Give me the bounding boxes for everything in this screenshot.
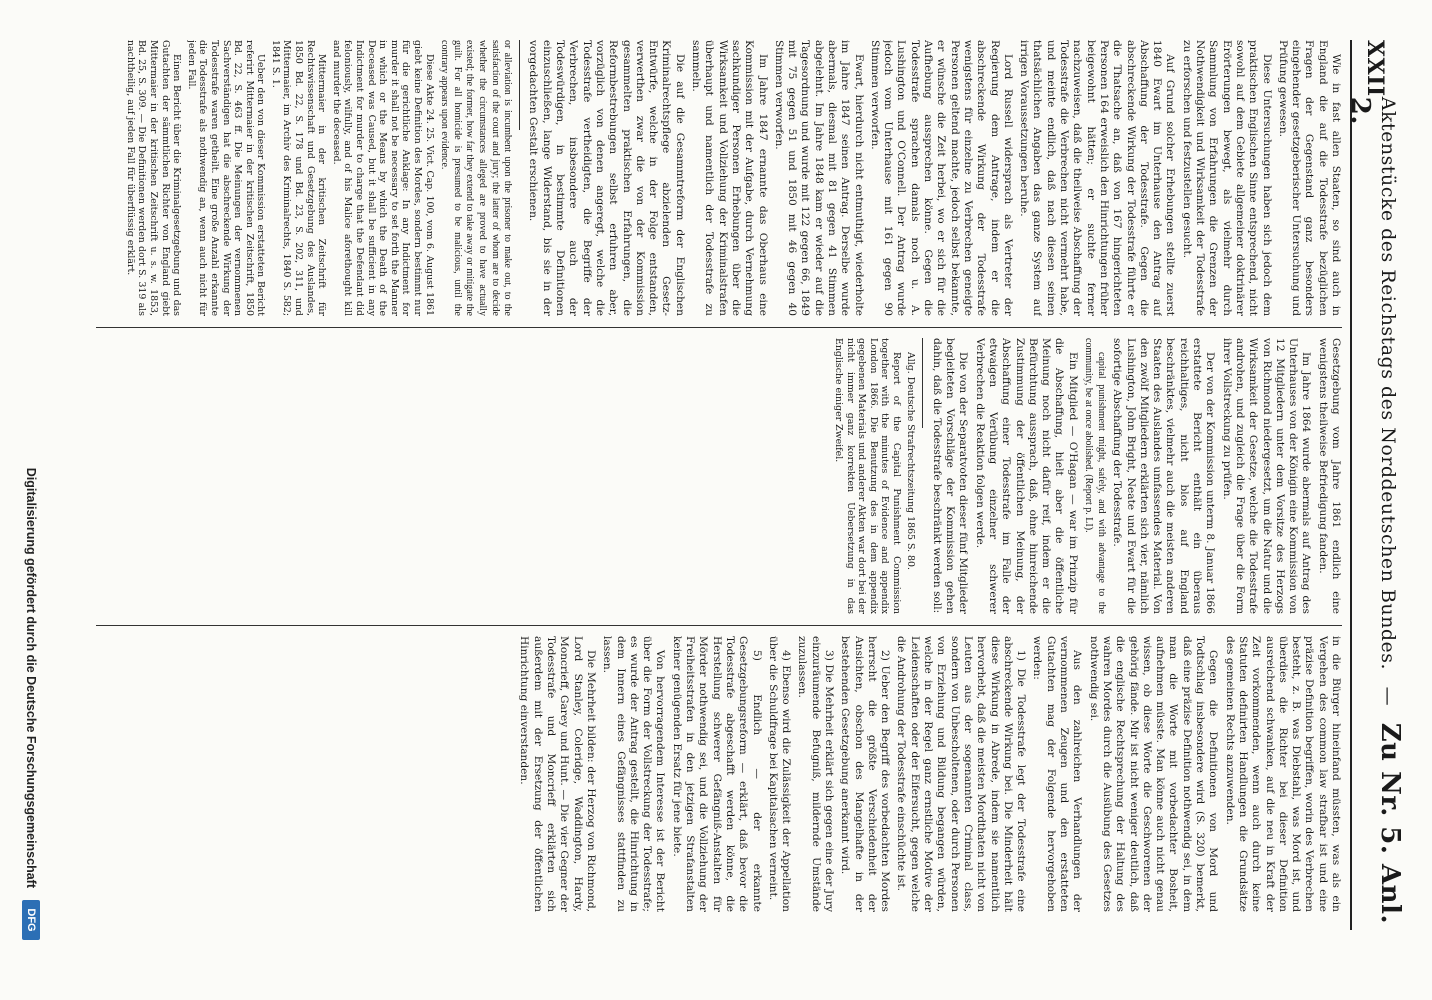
col3-paragraph: 1) Die Todesstrafe legt der Todesstrafe eine abschreckende Wirkung bei. Die Minderheit hält diese Wirkung in Abrede, indem sie namentlich hervorhebt, daß die meisten Mordthaten nicht von Leuten aus der sogenannten Criminal class, sondern von Unbescholtenen, oder durch Personen von Erziehung und Bildung begangen würden, welche in der Regel ganz ernstliche Motive der Leidenschaften oder der Eifersucht, gegen welche die Androhung der Todesstrafe einschüchte ist. xyxy=(895,636,1028,912)
col1-paragraph: Ewart, hierdurch nicht entmuthigt, wiederholte im Jahre 1847 seinen Antrag. Derselbe wurde abermals, diesmal mit 81 gegen 41 Stimmen abgelehnt. Im Jahre 1848 kam er wieder auf die Tagesordnung und wurde mit 122 gegen 66, 1849 mit 75 gegen 51 und 1850 mit 46 gegen 40 Stimmen verworfen. xyxy=(772,40,865,316)
col1-paragraph: Diese Untersuchungen haben sich jedoch dem praktischen Englischen Sinne entsprechend, nicht sowohl auf dem Gebiete allgemeiner doktrinärer Erörterungen bewegt, als vielmehr durch Sammlung von Erfahrungen die Grenzen der Nothwendigkeit und Wirksamkeit der Todesstrafe zu erforschen und festzustellen gesucht. xyxy=(1180,40,1273,316)
col3-paragraph: 5) Endlich — der erkannte Gesetzgebungsreform — erklärt, daß bevor die Todesstrafe abgeschafft werden könne, die Herstellung schwerer Gefängniß-Anstalten für Mörder nothwendig sei, und die Vollziehung der Freiheitsstrafen in den jetzigen Strafanstalten keiner genügenden Ersatz für jene biete. xyxy=(670,636,763,912)
credit-text: Digitalisierung gefördert durch die Deutsche Forschungsgemeinschaft xyxy=(24,467,38,888)
col2-paragraph: Ein Mitglied — O'Hagan — war im Prinzip für die Abschaffung, hielt aber die öffentliche Meinung noch nicht dafür reif, indem er die Befürchtung aussprach, daß, ohne hinreichende Zustimmung der öffentlichen Meinung, der Abschaffung einer Todesstrafe im Falle der etwaigen Verübung einzelner schwerer Verbrechen die Reaktion folgen werde. xyxy=(973,338,1079,614)
digitization-credit xyxy=(22,50,40,940)
col1-paragraph: Auf Grund solcher Erhebungen stellte zuerst 1840 Ewart im Unterhause den Antrag auf Abschaffung der Todesstrafe. Gegen die abschreckende Wirkung der Todesstrafe führte er die Thatsache an, daß von 167 hingerichteten Personen 164 erweislich den Hinrichtungen früher beigewohnt hätten; er suchte ferner nachzuweisen, daß die theilweise Abschaffung der Todesstrafe die Verbrechen nicht vermehrt habe, und meinte endlich, daß nach diesen seinen thatsächlichen Angaben das ganze System auf irrigen Voraussetzungen beruhe. xyxy=(1018,40,1177,316)
col1-paragraph: Im Jahre 1847 ernannte das Oberhaus eine Kommission mit der Aufgabe, durch Vernehmung sachkundiger Personen Erhebungen über die Wirksamkeit und Vollziehung der Kriminalstrafen überhaupt und namentlich der Todesstrafe zu sammeln. xyxy=(690,40,769,316)
col3-paragraph: 3) Die Mehrheit erklärt sich gegen eine der Jury einzuräumende Befugniß, mildernde Umstände zuzulassen. xyxy=(796,636,836,912)
page-number: XXII xyxy=(1362,40,1388,97)
page-header xyxy=(1345,40,1405,930)
col3-paragraph: Von hervorragendem Interesse ist der Bericht über die Form der Vollstreckung der Todesstrafe; es wurde der Antrag gestellt, die Hinrichtung in dem Innern eines Gefängnisses stattfinden zu lassen. xyxy=(601,636,667,912)
col1-footnote: or alleviation is incumbent upon the prisoner to make out, to the satisfaction of the court and jury; the latter of whom are to decide whether the circumstances alleged are proved to have actually existed; the former, how far they extend to take away or mitigate the guilt. For all homicide is presumed to be malicious, until the contrary appears upon evidence. xyxy=(439,40,514,316)
col1-paragraph: Wie in fast allen Staaten, so sind auch in England die auf die Todesstrafe bezüglichen Fragen der Gegenstand ganz besonders eingehender gesetzgeberischer Untersuchung und Prüfung gewesen. xyxy=(1276,40,1342,316)
running-title-group xyxy=(1345,97,1405,930)
column-rule xyxy=(96,327,1342,328)
col2-paragraph: Im Jahre 1864 wurde abermals auf Antrag des Unterhauses von der Königin eine Kommission von 12 Mitgliedern unter dem Vorsitze des Herzogs von Richmond niedergesetzt, um die Natur und die Wirksamkeit der Gesetze, welche die Todesstrafe androhen, und zugleich die Frage über die Form ihrer Vollstreckung zu prüfen. xyxy=(1220,338,1313,614)
dfg-logo: DFG xyxy=(22,900,40,940)
col2-paragraph: Gesetzgebung vom Jahre 1861 endlich eine wenigstens theilweise Befriedigung fanden. xyxy=(1316,338,1342,614)
col1-footnote: Mittermaier in der kritischen Zeitschrift für Rechtswissenschaft und Gesetzgebung des Auslandes, 1850 Bd. 22, S. 178 und Bd. 23, S. 202, 311, und Mittermaier, im Archiv des Kriminalrechts, 1840 S. 582; 1841 S. 1. xyxy=(269,40,328,316)
column-2 xyxy=(96,338,1342,614)
column-3 xyxy=(96,636,1342,912)
col3-paragraph: 4) Ebenso wird die Zulässigkeit der Appellation über die Schuldfrage bei Kapitalsachen verneint. xyxy=(766,636,793,912)
col3-paragraph: Aus den zahlreichen Verhandlungen der vernommenen Zeugen und den erstatteten Gutachten mag der Folgende hervorgehoben werden: xyxy=(1031,636,1084,912)
col1-footnote: Diese Akte 24. 25. Vict. Cap. 100, vom 6. August 1861 giebt keine Definition des Mordes, sondern bestimmt nur für die gerichtliche Anklage: In any Indictment for murder it shall not be necessary to set forth the Manner in which or the Means by which the Death of the Deceased was Caused, but it shall be sufficient in any Indictment for murder to charge that the Defendant did feloniously, wilfully, and of his Malice aforethought kill and murder the deceased. xyxy=(330,40,435,316)
col3-paragraph: in die Bürger hineinfand müssten, was als ein Vergehen des common law strafbar ist und eine präzise Definition begriffen, worin des Verbrechen besteht, z. B. was Diebstahl, was Mord ist, und überdies die Richter bei dieser Definition ausreichend schwanken, auf die neu in Kraft der Zeit vorkommenden, wenn auch durch keine Statuten definirten Handlungen die Grundsätze des gemeinen Rechts anzuwenden. xyxy=(1223,636,1342,912)
col2-quotation: capital punishment might, safely, and with advantage to the community, be at once abolished. (Report p. LI). xyxy=(1083,338,1107,614)
footnote-divider xyxy=(519,40,520,130)
issue-reference: Zu Nr. 5. Anl. 2. xyxy=(1345,96,1405,925)
col3-paragraph: Die Mehrheit bilden: der Herzog von Richmond, Lord Stanley, Coleridge, Waddington, Hardy, Moncrieff, Garey und Hunt. — Die vier Gegner der Todesstrafe und Moncrieff erklärten sich außerdem mit der Ersetzung der öffentlichen Hinrichtung einverstanden. xyxy=(518,636,597,912)
column-rule xyxy=(96,625,1342,626)
col2-footnote: Allg. Deutsche Strafrechtszeitung 1865 S. 80. xyxy=(905,352,917,570)
column-1 xyxy=(96,40,1342,316)
title-dash: — xyxy=(1377,686,1399,707)
col2-paragraph: Der von der Kommission unterm 8. Januar 1866 erstattete Bericht enthält ein überaus reichhaltiges, nicht blos auf England beschränktes, vielmehr auch die meisten anderen Staaten des Auslandes umfassendes Material. Von den zwölf Mitgliedern erklärten sich vier, nämlich Lushington, John Bright, Neate und Ewart für die sofortige Abschaffung der Todesstrafe. xyxy=(1111,338,1217,614)
running-title: Aktenstücke des Reichstags des Norddeutschen Bundes. xyxy=(1377,96,1399,671)
col1-paragraph: Die auf die Gesammtreform der Englischen Kriminalrechtspflege abzielenden Gesetz-Entwürfe, welche in der Folge entstanden, verwerthen zwar die von der Kommission gesammelten praktischen Erfahrungen, die Reformbestrebungen selbst erfuhren aber, vorzüglich von denen angeregt, welche die Todesstrafe vertheidigten, die Begriffe der Verbrechen, insbesondere auch der Todeswürdigen, in bestimmte Definitionen einzuschließen, lange Widerstand, bis sie in der vorgedachten Gestalt erschienen. xyxy=(527,40,686,316)
footnote-divider xyxy=(923,338,924,428)
col2-footnote: Report of the Capital Punishment Commission together with the minutes of Evidence and appendix London 1866. Die Benutzung des in dem appendix gegebenen Materials und anderer Akten war dort bei der nicht immer ganz korrekten Uebersetzung in das Englische einiger Zweifel. xyxy=(832,338,902,614)
col3-paragraph: Gegen die Definitionen von Mord und Todtschlag insbesondere wird (S. 320) bemerkt, daß eine präzise Definition nothwendig sei, in dem man die Worte mit vorbedachter Bosheit, aufnehmen müsste. Man könne auch nicht genau wissen, ob diese Worte die Geschworenen der gehörig fände. Mir ist nicht weniger deutlich, daß die englische Rechtsprechung der Haltung des wahren Mordes durch die Ausübung des Gesetzes nothwendig sei. xyxy=(1087,636,1220,912)
col1-paragraph: Lord Russell widersprach als Vertreter der Regierung dem Antrage, indem er die abschreckende Wirkung der Todesstrafe wenigstens für einzelne zu Verbrechen geneigte Personen geltend machte, jedoch selbst bekannte, er wünsche die Zeit herbei, wo er sich für die Aufhebung aussprechen könne. Gegen die Todesstrafe sprachen damals noch u. A. Lushington und O'Connell. Der Antrag wurde jedoch vom Unterhause mit 161 gegen 90 Stimmen verworfen. xyxy=(868,40,1014,316)
col1-footnote: Ueber den von dieser Kommission erstatteten Bericht referirt Mittermaier in der kritischen Zeitschrift, 1850 Bd. 22, S. 463 ff. Die Meinungen der vernommenen Sachverständigen hat die abschreckende Wirkung der Todesstrafe waren getheilt. Eine große Anzahl erkannte die Todesstrafe als nothwendig an, wenn auch nicht für jeden Fall. xyxy=(185,40,267,316)
col2-paragraph: Die von der Separatvoten dieser fünf Mitglieder begleiteten Vorschläge der Kommission gehen dahin, daß die Todesstrafe beschränkt werden soll: xyxy=(930,338,970,614)
col1-footnote: Einen Bericht über die Kriminalgesetzgebung und das Gutachten der sämmtlichen Richter von England giebt Mittermaier in der kritischen Zeitschrift u. s. w. 1853, Bd. 25, S. 309. — Die Definitionen werden dort S. 319 als nachtheilig, auf jeden Fall für überflüssig erklärt. xyxy=(124,40,183,316)
text-columns xyxy=(96,40,1342,930)
col3-paragraph: 2) Ueber den Begriff des vorbedachten Mordes herrscht die größte Verschiedenheit der Ansichten, obschon des Mangelhafte in der bestehenden Gesetzgebung anerkannt wird. xyxy=(839,636,892,912)
